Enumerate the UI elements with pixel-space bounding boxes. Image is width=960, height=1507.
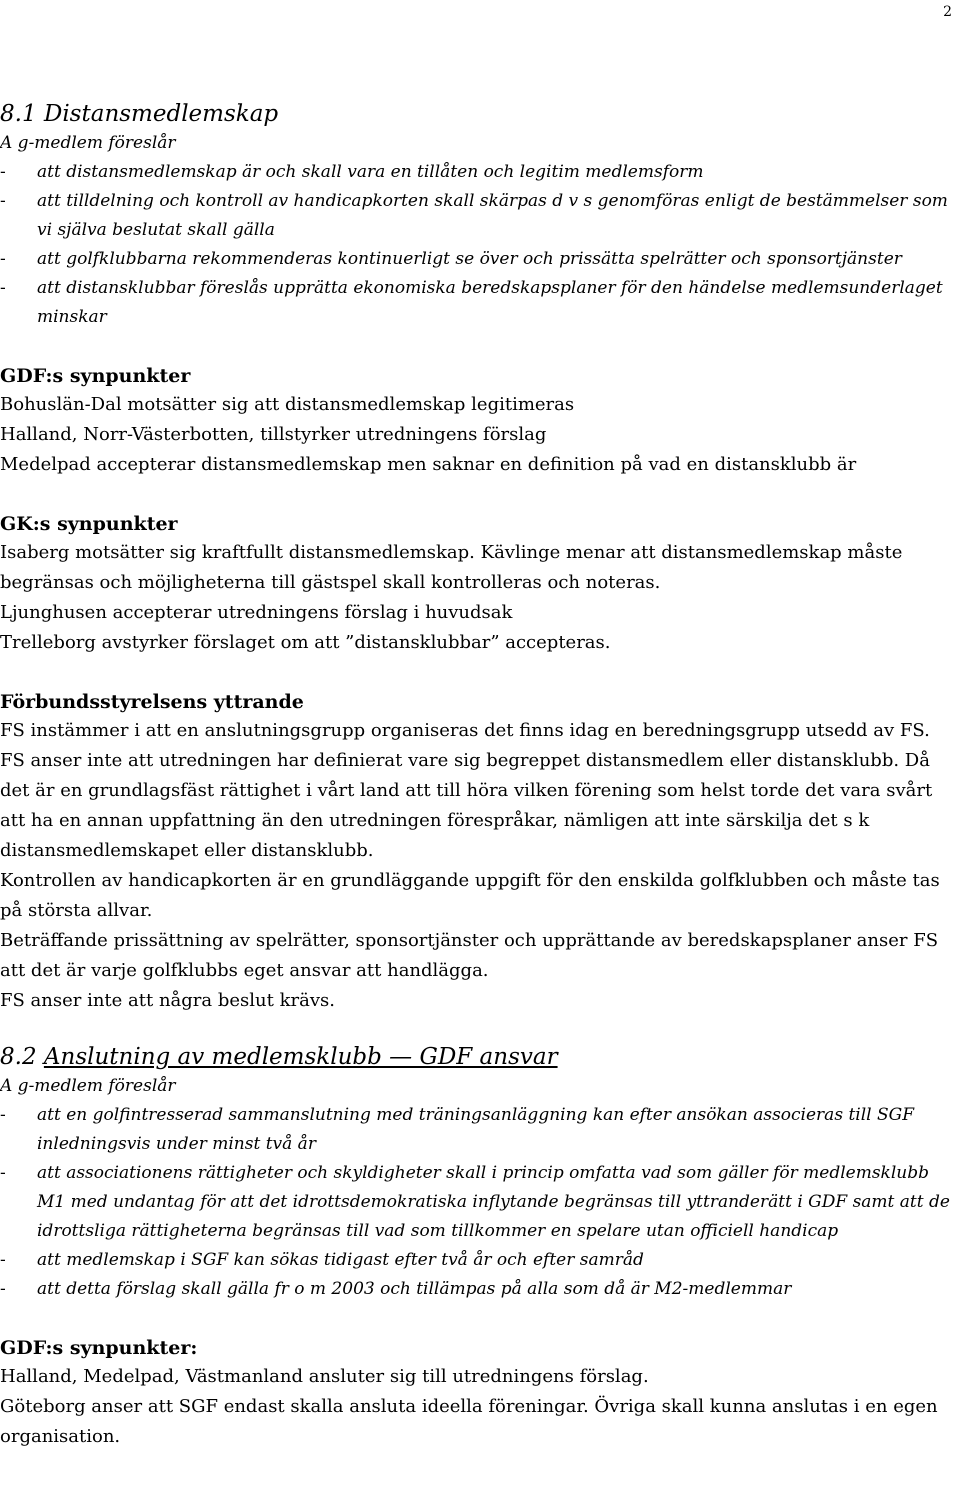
gdf-line: Halland, Norr-Västerbotten, tillstyrker utredningens förslag [0, 424, 547, 445]
proposal-list [0, 158, 958, 332]
fs-paragraph: Beträffande prissättning av spelrätter, sponsortjänster och upprättande av beredskapsplaner anser FS att det är varje golfklubbs eget ansvar att handlägga. [0, 930, 939, 981]
page-number: 2 [943, 4, 952, 20]
list-item: - att tilldelning och kontroll av handicapkorten skall skärpas d v s genomföras enligt de bestämmelser som vi själva beslutat skall gälla [0, 191, 948, 240]
fs-paragraph: Kontrollen av handicapkorten är en grundläggande uppgift för den enskilda golfklubben och måste tas på största allvar. [0, 870, 940, 921]
list-item: - att golfklubbarna rekommenderas kontinuerligt se över och prissätta spelrätter och sponsortjänster [0, 249, 902, 269]
list-item: - att medlemskap i SGF kan sökas tidigast efter två år och efter samråd [0, 1250, 644, 1270]
gk-line: Isaberg motsätter sig kraftfullt distansmedlemskap. Kävlinge menar att distansmedlemskap måste begränsas och möjligheterna till gästspel skall kontrolleras och noteras. [0, 542, 903, 593]
gdf-heading: GDF:s synpunkter [0, 365, 191, 387]
gdf-line: Bohuslän-Dal motsätter sig att distansmedlemskap legitimeras [0, 394, 575, 415]
fs-paragraph: FS instämmer i att en anslutningsgrupp organiseras det finns idag en beredningsgrupp utsedd av FS. [0, 720, 930, 741]
proposer-line: A g-medlem föreslår [0, 1076, 176, 1096]
fs-heading: Förbundsstyrelsens yttrande [0, 691, 304, 713]
list-item: - att distansklubbar föreslås upprätta ekonomiska beredskapsplaner för den händelse medlemsunderlaget minskar [0, 278, 943, 327]
section-title: Anslutning av medlemsklubb — GDF ansvar [43, 1044, 558, 1070]
fs-paragraph: FS anser inte att utredningen har definierat vare sig begreppet distansmedlem eller distansklubb. Då det är en grundlagsfäst rättighet i vårt land att till höra vilken förening som helst torde det vara svårt att ha en annan uppfattning än den utredningen förespråkar, nämligen att inte särskilja det s k distansmedlemskapet eller distansklubb. [0, 750, 933, 861]
gdf-heading: GDF:s synpunkter: [0, 1337, 198, 1359]
list-item: - att en golfintresserad sammanslutning med träningsanläggning kan efter ansökan associeras till SGF inledningsvis under minst två år [0, 1105, 915, 1154]
gk-heading: GK:s synpunkter [0, 513, 178, 535]
proposer-line: A g-medlem föreslår [0, 133, 176, 153]
gdf-line: Medelpad accepterar distansmedlemskap men saknar en definition på vad en distansklubb är [0, 454, 857, 475]
section-8-2-heading [0, 1042, 958, 1072]
proposal-list [0, 1101, 958, 1304]
gk-line: Trelleborg avstyrker förslaget om att ”distansklubbar” accepteras. [0, 632, 611, 653]
gdf-line: Göteborg anser att SGF endast skalla ansluta ideella föreningar. Övriga skall kunna anslutas i en egen organisation. [0, 1396, 938, 1447]
section-8-1-heading: 8.1 Distansmedlemskap [0, 101, 279, 127]
list-item: - att associationens rättigheter och skyldigheter skall i princip omfatta vad som gäller för medlemsklubb M1 med undantag för att det idrottsdemokratiska inflytande begränsas till yttranderätt i GDF samt att de idrottsliga rättigheterna begränsas till vad som tillkommer en spelare utan officiell handicap [0, 1163, 950, 1241]
document-body [0, 99, 958, 1452]
section-number: 8.2 [0, 1044, 37, 1070]
list-item: - att distansmedlemskap är och skall vara en tillåten och legitim medlemsform [0, 162, 704, 182]
list-item: - att detta förslag skall gälla fr o m 2003 och tillämpas på alla som då är M2-medlemmar [0, 1279, 792, 1299]
gdf-line: Halland, Medelpad, Västmanland ansluter sig till utredningens förslag. [0, 1366, 649, 1387]
fs-paragraph: FS anser inte att några beslut krävs. [0, 990, 335, 1011]
gk-line: Ljunghusen accepterar utredningens förslag i huvudsak [0, 602, 513, 623]
